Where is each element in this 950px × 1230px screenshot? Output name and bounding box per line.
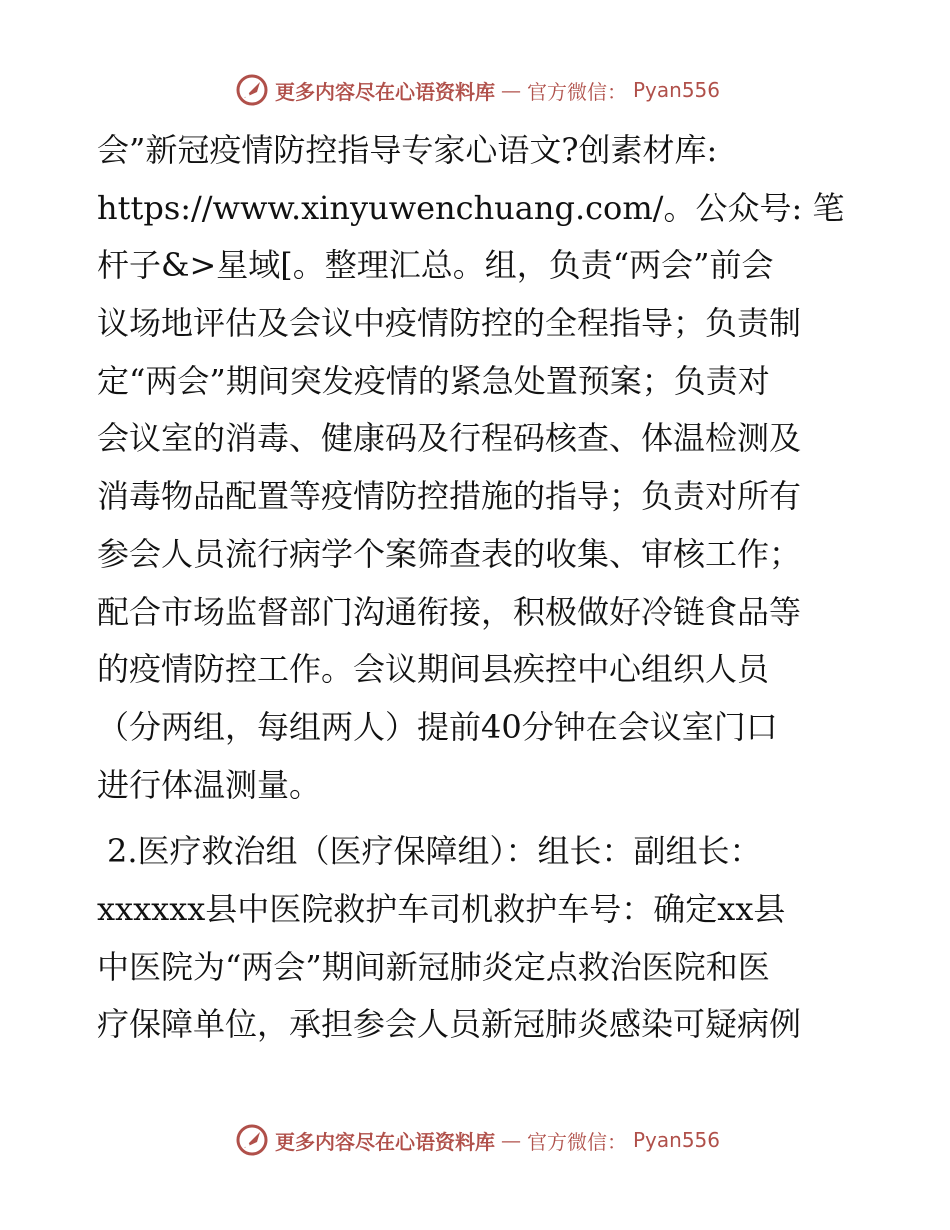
header-separator: — bbox=[501, 78, 521, 102]
header-official: 官方微信： bbox=[527, 79, 627, 104]
paragraph-1 bbox=[97, 122, 857, 814]
footer-separator: — bbox=[501, 1128, 521, 1152]
text-line: 进行体温测量。 bbox=[97, 765, 322, 804]
footer-banner bbox=[235, 1120, 720, 1160]
header-banner bbox=[235, 70, 720, 110]
text-line: 2.医疗救治组（医疗保障组）：组长：副组长： bbox=[107, 832, 762, 871]
text-line: 中医院为“两会”期间新冠肺炎定点救治医院和医 bbox=[97, 947, 770, 986]
paragraph-2 bbox=[97, 823, 857, 1054]
text-line: https://www.xinyuwenchuang.com/。公众号: 笔 bbox=[97, 188, 845, 227]
text-line: 杆子&>星域[。整理汇总。组，负责“两会”前会 bbox=[97, 246, 774, 285]
text-line: （分两组，每组两人）提前40分钟在会议室门口 bbox=[97, 707, 778, 746]
footer-brand: 更多内容尽在心语资料库 bbox=[275, 1129, 495, 1154]
text-line: 议场地评估及会议中疫情防控的全程指导；负责制 bbox=[97, 304, 802, 343]
text-line: 会议室的消毒、健康码及行程码核查、体温检测及 bbox=[97, 419, 802, 458]
footer-official: 官方微信： bbox=[527, 1129, 627, 1154]
text-line: 消毒物品配置等疫情防控措施的指导；负责对所有 bbox=[97, 477, 802, 516]
text-line: 参会人员流行病学个案筛查表的收集、审核工作； bbox=[97, 534, 802, 573]
document-body bbox=[97, 122, 857, 1054]
text-line: 疗保障单位，承担参会人员新冠肺炎感染可疑病例 bbox=[97, 1005, 802, 1044]
text-line: xxxxxx县中医院救护车司机救护车号：确定xx县 bbox=[97, 889, 786, 928]
quill-seal-icon bbox=[235, 1123, 269, 1157]
footer-handle: Pyan556 bbox=[633, 1128, 721, 1152]
text-line: 定“两会”期间突发疫情的紧急处置预案；负责对 bbox=[97, 361, 770, 400]
text-line: 的疫情防控工作。会议期间县疾控中心组织人员 bbox=[97, 650, 770, 689]
header-brand: 更多内容尽在心语资料库 bbox=[275, 79, 495, 104]
text-line: 配合市场监督部门沟通衔接，积极做好冷链食品等 bbox=[97, 592, 802, 631]
header-handle: Pyan556 bbox=[633, 78, 721, 102]
quill-seal-icon bbox=[235, 73, 269, 107]
text-line: 会”新冠疫情防控指导专家心语文?创素材库: bbox=[97, 131, 718, 169]
